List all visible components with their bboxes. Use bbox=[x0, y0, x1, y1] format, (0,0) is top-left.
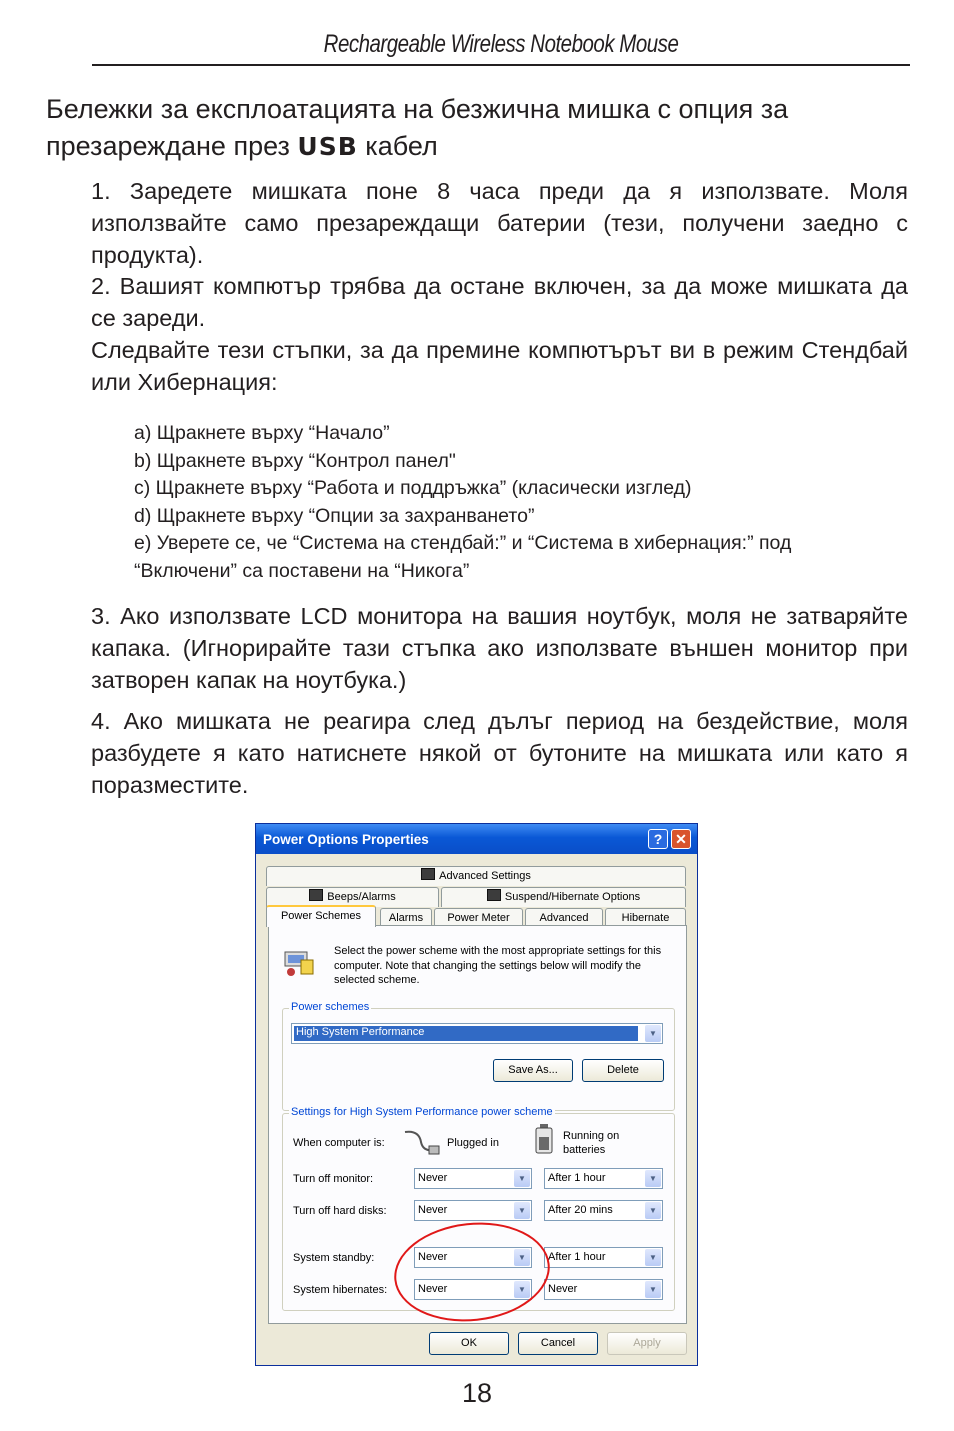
hibernates-battery-select[interactable]: Never ▼ bbox=[544, 1279, 663, 1300]
note-3-text: 3. Ако използвате LCD монитора на вашия ноутбук, моля не затваряйте капака. (Игнорирайте тази стъпка ако използвате външен монитор при затворен капак на ноутбука.) bbox=[91, 603, 908, 693]
title-line-2-pre: презареждане през bbox=[46, 131, 290, 161]
tab-advanced-settings[interactable]: Advanced Settings bbox=[266, 866, 686, 886]
monitor-battery-select[interactable]: After 1 hour ▼ bbox=[544, 1168, 663, 1189]
title-line-2-post: кабел bbox=[365, 131, 438, 161]
page-number: 18 bbox=[461, 1378, 493, 1408]
step-d: d) Щракнете върху “Опции за захранването” bbox=[134, 504, 535, 527]
scheme-settings-label: Settings for High System Performance power scheme bbox=[291, 1106, 553, 1118]
power-schemes-group bbox=[282, 1001, 675, 1111]
step-b: b) Щракнете върху “Контрол панел" bbox=[134, 449, 456, 472]
paragraph-1: 1. Заредете мишката поне 8 часа преди да я използвате. Моля използвайте само презареждащи батерии (тези, получени заедно с продукта). bbox=[91, 178, 908, 268]
intro-paragraphs bbox=[91, 176, 908, 399]
scheme-description: Select the power scheme with the most appropriate settings for this computer. Note that changing the settings below will modify the selected scheme. bbox=[334, 945, 662, 986]
tab-suspend-hibernate[interactable]: Suspend/Hibernate Options bbox=[441, 887, 686, 907]
plugged-in-label: Plugged in bbox=[447, 1137, 499, 1149]
running-on-batteries-label: Running on batteries bbox=[563, 1130, 620, 1156]
laptop-icon bbox=[421, 868, 435, 880]
chevron-down-icon: ▼ bbox=[645, 1249, 661, 1266]
step-a: a) Щракнете върху “Начало” bbox=[134, 422, 390, 444]
close-button[interactable]: ✕ bbox=[671, 829, 691, 849]
title-line-1: Бележки за експлоатацията на безжична мишка с опция за bbox=[46, 94, 789, 124]
usb-word: USB bbox=[297, 132, 358, 161]
battery-icon bbox=[533, 1123, 555, 1155]
apply-button[interactable]: Apply bbox=[607, 1332, 687, 1355]
when-computer-label: When computer is: bbox=[293, 1137, 385, 1149]
system-hibernates-label: System hibernates: bbox=[293, 1284, 388, 1296]
plug-icon bbox=[401, 1126, 441, 1158]
paragraph-3: Следвайте тези стъпки, за да премине компютърът ви в режим Стендбай или Хибернация: bbox=[91, 336, 908, 395]
power-scheme-value: High System Performance bbox=[294, 1026, 638, 1041]
chevron-down-icon: ▼ bbox=[514, 1202, 530, 1219]
power-schemes-label: Power schemes bbox=[291, 1001, 370, 1013]
chevron-down-icon: ▼ bbox=[645, 1025, 661, 1042]
tab-power-meter[interactable]: Power Meter bbox=[434, 908, 523, 928]
power-scheme-select[interactable] bbox=[291, 1023, 663, 1044]
turn-off-monitor-label: Turn off monitor: bbox=[293, 1173, 374, 1185]
running-title: Rechargeable Wireless Notebook Mouse bbox=[323, 30, 679, 58]
note-4 bbox=[91, 706, 908, 801]
chevron-down-icon: ▼ bbox=[514, 1249, 530, 1266]
turn-off-hard-disks-label: Turn off hard disks: bbox=[293, 1205, 387, 1217]
running-header bbox=[92, 28, 910, 66]
ok-button[interactable]: OK bbox=[429, 1332, 509, 1355]
hibernates-plugged-select[interactable]: Never ▼ bbox=[414, 1279, 532, 1300]
standby-plugged-select[interactable]: Never ▼ bbox=[414, 1247, 532, 1268]
help-button[interactable]: ? bbox=[648, 829, 668, 849]
standby-battery-select[interactable]: After 1 hour ▼ bbox=[544, 1247, 663, 1268]
chevron-down-icon: ▼ bbox=[514, 1281, 530, 1298]
chevron-down-icon: ▼ bbox=[645, 1202, 661, 1219]
cancel-button[interactable]: Cancel bbox=[518, 1332, 598, 1355]
system-standby-label: System standby: bbox=[293, 1252, 375, 1264]
title-line-2 bbox=[46, 128, 916, 165]
tab-advanced[interactable]: Advanced bbox=[525, 908, 603, 928]
chevron-down-icon: ▼ bbox=[645, 1170, 661, 1187]
tab-hibernate[interactable]: Hibernate bbox=[605, 908, 686, 928]
hard-disks-battery-select[interactable]: After 20 mins ▼ bbox=[544, 1200, 663, 1221]
power-options-dialog bbox=[255, 823, 698, 1366]
step-e-continued: “Включени” са поставени на “Никога” bbox=[134, 559, 470, 582]
tab-beeps-alarms[interactable]: Beeps/Alarms bbox=[266, 887, 439, 907]
note-4-text: 4. Ако мишката не реагира след дълъг период на бездействие, моля разбудете я като натиснете някой от бутоните на мишката или като я поразместите. bbox=[91, 708, 908, 798]
laptop-icon bbox=[487, 889, 501, 901]
dialog-titlebar bbox=[256, 824, 697, 854]
section-title bbox=[46, 91, 916, 165]
save-as-button[interactable]: Save As... bbox=[493, 1059, 573, 1082]
step-c: c) Щракнете върху “Работа и поддръжка” (класически изглед) bbox=[134, 477, 692, 500]
delete-button[interactable]: Delete bbox=[582, 1059, 664, 1082]
tab-power-schemes[interactable]: Power Schemes bbox=[266, 905, 376, 927]
note-3 bbox=[91, 601, 908, 696]
chevron-down-icon: ▼ bbox=[514, 1170, 530, 1187]
dialog-title: Power Options Properties bbox=[263, 832, 429, 847]
laptop-icon bbox=[309, 889, 323, 901]
chevron-down-icon: ▼ bbox=[645, 1281, 661, 1298]
steps-list bbox=[134, 420, 904, 586]
paragraph-2: 2. Вашият компютър трябва да остане включен, за да може мишката да се зареди. bbox=[91, 273, 908, 332]
tab-alarms[interactable]: Alarms bbox=[380, 908, 432, 928]
power-scheme-icon bbox=[281, 942, 317, 978]
step-e: e) Уверете се, че “Система на стендбай:” и “Система в хибернация:” под bbox=[134, 532, 792, 555]
hard-disks-plugged-select[interactable]: Never ▼ bbox=[414, 1200, 532, 1221]
monitor-plugged-select[interactable]: Never ▼ bbox=[414, 1168, 532, 1189]
